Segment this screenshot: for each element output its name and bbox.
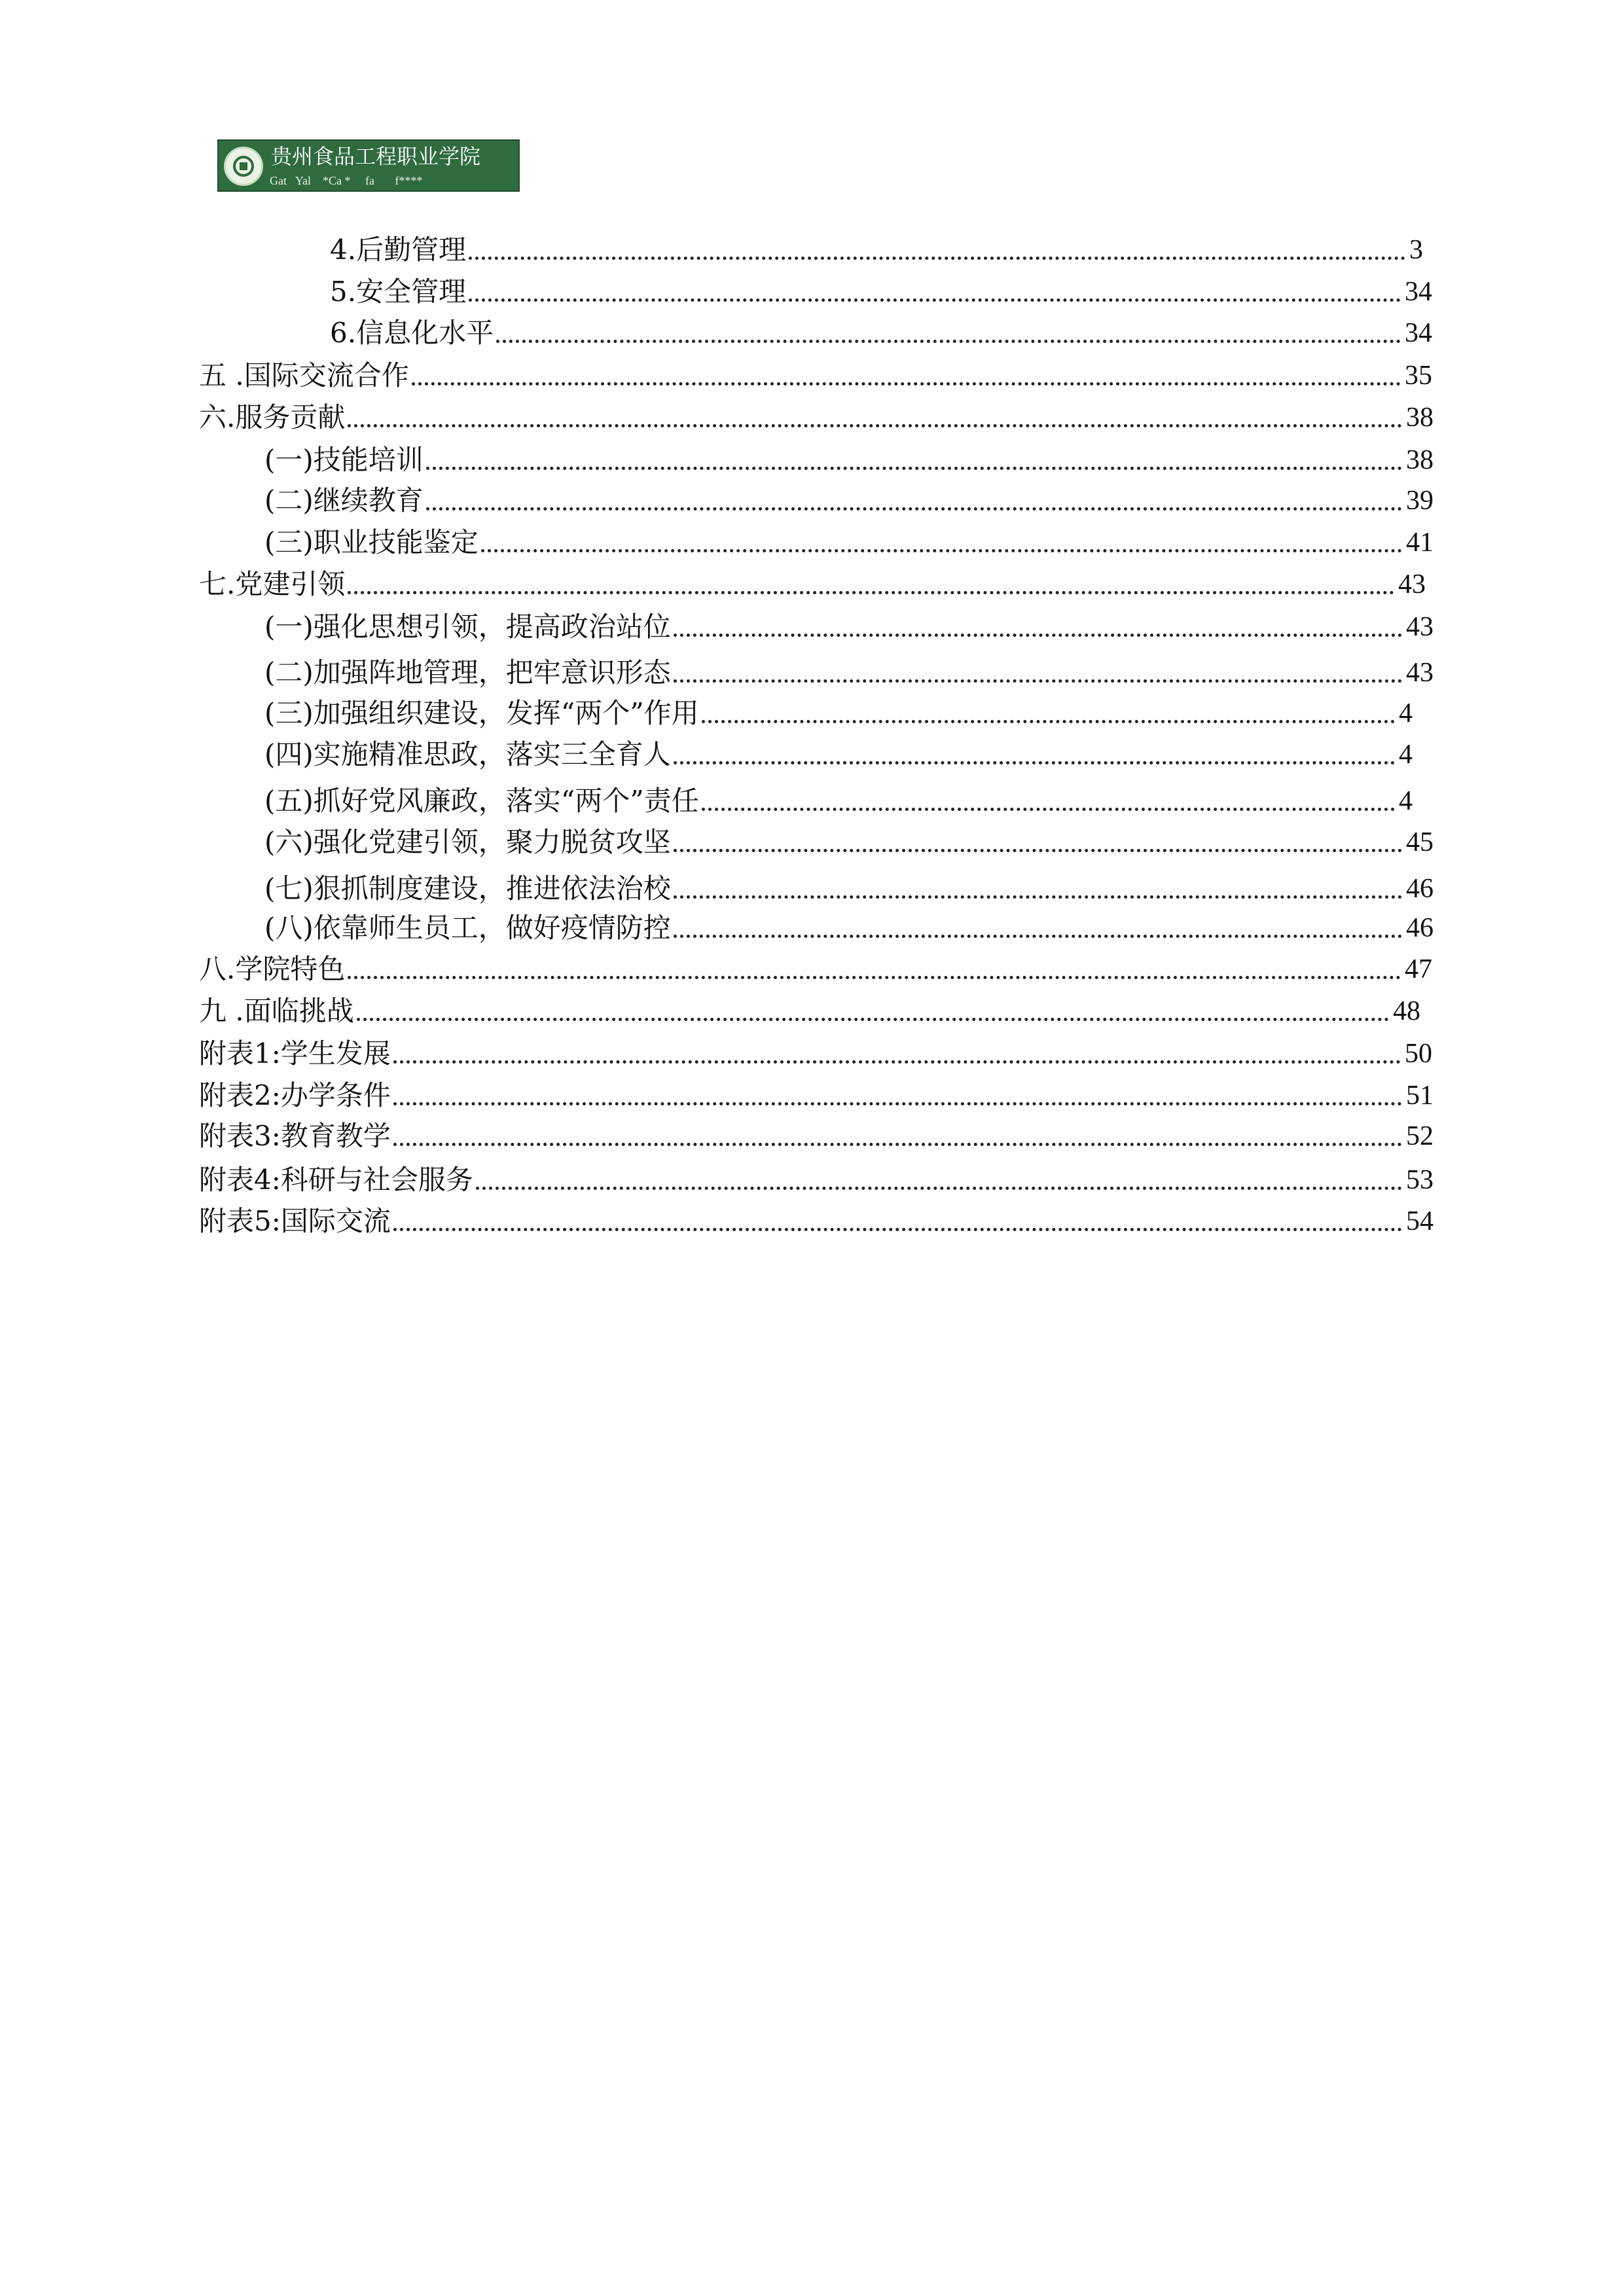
toc-entry[interactable] xyxy=(264,609,1434,645)
college-logo xyxy=(217,139,520,192)
toc-entry[interactable] xyxy=(264,910,1434,946)
toc-entry[interactable] xyxy=(199,951,1432,988)
toc-leader-dots xyxy=(702,720,1395,723)
toc-entry-title: 七.党建引领 xyxy=(199,568,346,600)
toc-entry-page: 43 xyxy=(1406,658,1434,688)
toc-entry[interactable] xyxy=(199,1203,1434,1240)
toc-leader-dots xyxy=(702,808,1395,811)
toc-leader-dots xyxy=(674,634,1402,637)
toc-entry-title: (六)强化党建引领，聚力脱贫攻坚 xyxy=(264,826,671,858)
toc-entry-title: 附表4:科研与社会服务 xyxy=(199,1164,473,1196)
toc-entry-page: 35 xyxy=(1405,361,1432,391)
toc-entry-page: 51 xyxy=(1406,1081,1434,1111)
toc-entry[interactable] xyxy=(264,655,1434,691)
toc-leader-dots xyxy=(469,257,1405,260)
toc-entry-page: 45 xyxy=(1406,827,1434,857)
toc-leader-dots xyxy=(412,382,1401,386)
toc-entry-page: 43 xyxy=(1398,569,1426,600)
toc-entry[interactable] xyxy=(199,1077,1434,1114)
toc-entry[interactable] xyxy=(264,695,1413,732)
toc-entry-page: 39 xyxy=(1406,486,1434,516)
toc-entry-title: 附表2:办学条件 xyxy=(199,1079,391,1111)
toc-leader-dots xyxy=(357,1018,1389,1021)
college-emblem-icon xyxy=(224,147,263,186)
toc-entry-title: (二)继续教育 xyxy=(264,484,424,516)
toc-leader-dots xyxy=(481,549,1402,552)
toc-entry-page: 47 xyxy=(1405,954,1432,984)
toc-entry-page: 53 xyxy=(1406,1165,1434,1195)
toc-entry-page: 38 xyxy=(1406,445,1434,475)
toc-leader-dots xyxy=(674,849,1402,852)
toc-leader-dots xyxy=(674,761,1395,764)
toc-leader-dots xyxy=(393,1060,1401,1064)
toc-leader-dots xyxy=(426,467,1402,470)
toc-entry[interactable] xyxy=(264,870,1434,907)
toc-entry[interactable] xyxy=(330,315,1432,351)
toc-entry-page: 50 xyxy=(1405,1039,1432,1069)
toc-entry-page: 54 xyxy=(1406,1206,1434,1236)
toc-entry-page: 43 xyxy=(1406,612,1434,642)
toc-entry-title: 五 .国际交流合作 xyxy=(199,359,409,391)
toc-entry-title: 八.学院特色 xyxy=(199,953,346,985)
logo-title: 贵州食品工程职业学院 xyxy=(271,144,481,169)
toc-entry[interactable] xyxy=(330,274,1432,310)
toc-entry[interactable] xyxy=(264,824,1434,861)
toc-entry[interactable] xyxy=(199,399,1434,436)
toc-entry-title: (二)加强阵地管理，把牢意识形态 xyxy=(264,656,671,689)
toc-entry[interactable] xyxy=(264,442,1434,478)
toc-leader-dots xyxy=(348,424,1402,427)
toc-leader-dots xyxy=(674,679,1402,683)
toc-leader-dots xyxy=(426,507,1402,511)
toc-entry[interactable] xyxy=(199,357,1432,394)
toc-entry-page: 41 xyxy=(1406,528,1434,558)
toc-entry-title: (三)加强组织建设，发挥“两个”作用 xyxy=(264,697,699,729)
toc-leader-dots xyxy=(348,976,1401,979)
toc-entry[interactable] xyxy=(264,736,1413,773)
toc-entry-title: (七)狠抓制度建设，推进依法治校 xyxy=(264,872,671,905)
toc-leader-dots xyxy=(674,935,1402,938)
toc-entry[interactable] xyxy=(264,783,1413,819)
toc-entry-title: 九 .面临挑战 xyxy=(199,995,354,1027)
toc-leader-dots xyxy=(674,895,1402,899)
toc-entry-title: 5.安全管理 xyxy=(330,276,467,308)
toc-entry[interactable] xyxy=(264,482,1434,519)
toc-entry[interactable] xyxy=(330,232,1423,268)
toc-entry-title: 6.信息化水平 xyxy=(330,317,494,349)
toc-entry-title: (一)技能培训 xyxy=(264,444,424,476)
toc-entry-page: 4 xyxy=(1399,698,1413,728)
toc-entry-title: 附表1:学生发展 xyxy=(199,1037,391,1069)
toc-leader-dots xyxy=(469,298,1401,302)
toc-entry-page: 34 xyxy=(1405,318,1432,348)
toc-entry-title: (三)职业技能鉴定 xyxy=(264,526,478,558)
toc-entry-page: 34 xyxy=(1405,277,1432,307)
toc-entry-title: 附表3:教育教学 xyxy=(199,1120,391,1152)
logo-subtitle: Gat Yal *Ca * fa f**** xyxy=(270,174,423,187)
toc-leader-dots xyxy=(496,340,1401,343)
toc-leader-dots xyxy=(476,1187,1402,1190)
toc-entry-title: (八)依靠师生员工，做好疫情防控 xyxy=(264,912,671,944)
toc-entry-page: 48 xyxy=(1393,996,1420,1026)
toc-entry-title: 六.服务贡献 xyxy=(199,401,346,433)
toc-entry-title: 附表5:国际交流 xyxy=(199,1205,391,1237)
toc-entry-title: (一)强化思想引领，提高政治站位 xyxy=(264,611,671,643)
toc-entry-title: (四)实施精准思政，落实三全育人 xyxy=(264,738,671,770)
toc-entry-page: 46 xyxy=(1406,913,1434,943)
toc-entry[interactable] xyxy=(199,993,1420,1030)
toc-entry-page: 4 xyxy=(1399,740,1413,770)
toc-entry-title: 4.后勤管理 xyxy=(330,234,467,266)
toc-entry-page: 38 xyxy=(1406,403,1434,433)
toc-leader-dots xyxy=(393,1228,1402,1231)
toc-entry[interactable] xyxy=(199,566,1426,603)
toc-leader-dots xyxy=(393,1102,1402,1105)
toc-entry[interactable] xyxy=(264,524,1434,561)
toc-entry-title: (五)抓好党风廉政，落实“两个”责任 xyxy=(264,785,699,817)
toc-leader-dots xyxy=(393,1143,1402,1146)
toc-leader-dots xyxy=(348,591,1394,594)
toc-entry[interactable] xyxy=(199,1118,1434,1155)
toc-entry-page: 46 xyxy=(1406,874,1434,904)
toc-entry-page: 52 xyxy=(1406,1121,1434,1151)
toc-entry[interactable] xyxy=(199,1035,1432,1072)
toc-entry-page: 3 xyxy=(1409,235,1423,265)
toc-entry-page: 4 xyxy=(1399,786,1413,816)
toc-entry[interactable] xyxy=(199,1162,1434,1198)
